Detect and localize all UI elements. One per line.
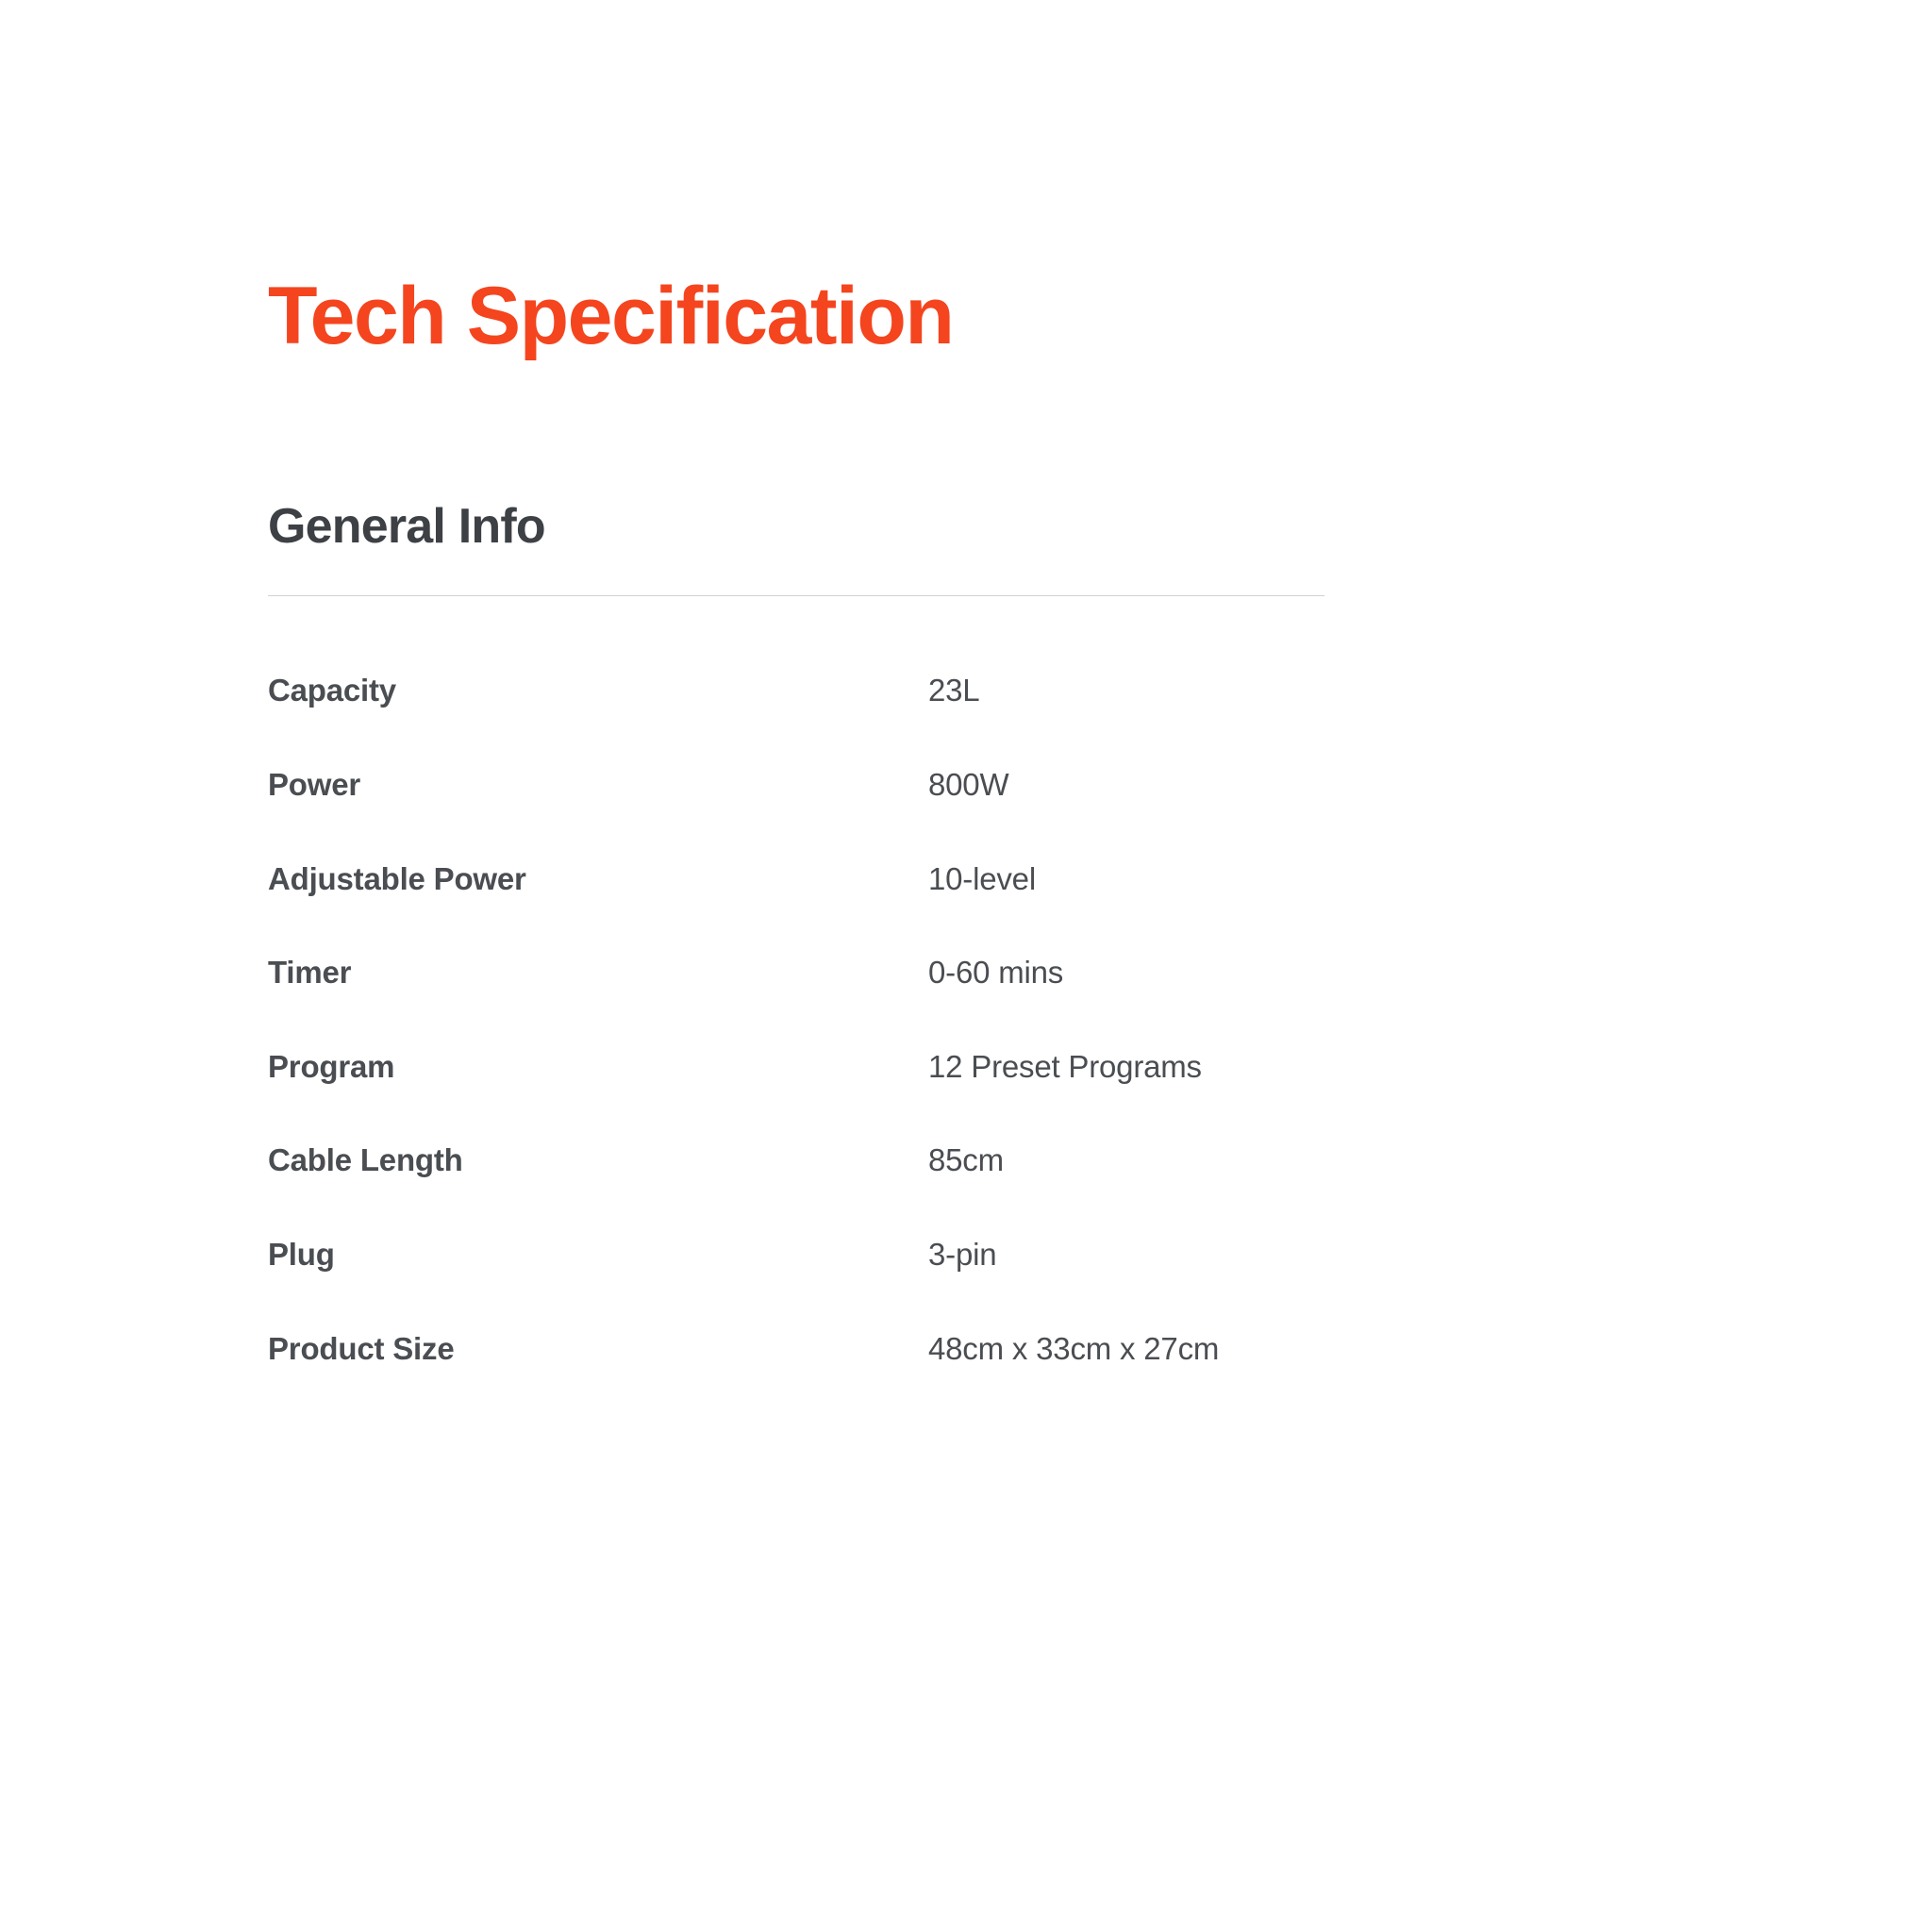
spec-table: [268, 672, 1324, 1367]
section-general-info: [268, 500, 1589, 1367]
spec-value: 10-level: [928, 860, 1036, 896]
spec-value: 3-pin: [928, 1237, 997, 1273]
spec-label: Timer: [268, 955, 352, 991]
section-divider: [268, 595, 1324, 596]
table-row: [268, 766, 1324, 860]
spec-label: Capacity: [268, 673, 396, 708]
spec-label: Power: [268, 767, 361, 803]
spec-label: Adjustable Power: [268, 860, 526, 896]
spec-value: 85cm: [928, 1142, 1004, 1178]
table-row: [268, 954, 1324, 1048]
spec-label: Cable Length: [268, 1142, 463, 1178]
spec-value: 800W: [928, 767, 1009, 803]
table-row: [268, 672, 1324, 766]
spec-label: Program: [268, 1048, 395, 1084]
table-row: [268, 1330, 1324, 1368]
spec-label: Plug: [268, 1237, 335, 1273]
content-wrapper: [268, 271, 1589, 1367]
spec-value: 23L: [928, 673, 980, 708]
spec-value: 12 Preset Programs: [928, 1048, 1202, 1084]
spec-label: Product Size: [268, 1330, 455, 1366]
page-title: Tech Specification: [268, 271, 954, 361]
table-row: [268, 1236, 1324, 1330]
section-heading: General Info: [268, 499, 545, 555]
table-row: [268, 860, 1324, 955]
spec-value: 0-60 mins: [928, 955, 1064, 991]
table-row: [268, 1141, 1324, 1236]
table-row: [268, 1048, 1324, 1142]
spec-value: 48cm x 33cm x 27cm: [928, 1330, 1220, 1366]
